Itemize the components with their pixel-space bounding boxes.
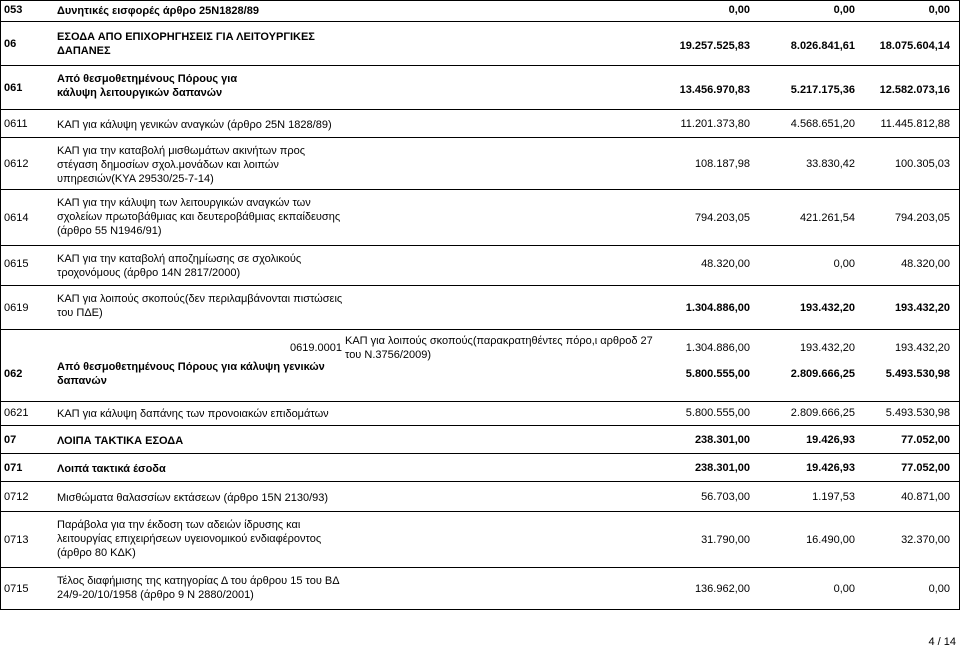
value-2: 4.568.651,20 <box>790 118 855 130</box>
sub-value-2: 193.432,20 <box>799 342 855 354</box>
value-3: 77.052,00 <box>901 434 950 446</box>
table-row <box>0 138 960 190</box>
value-1: 238.301,00 <box>694 434 750 446</box>
row-code: 053 <box>4 4 23 16</box>
value-3: 5.493.530,98 <box>885 407 950 419</box>
table-row <box>0 110 960 138</box>
value-2: 19.426,93 <box>806 462 855 474</box>
table-row <box>0 190 960 246</box>
row-code: 0715 <box>4 583 29 595</box>
value-3: 0,00 <box>928 4 950 16</box>
table-row <box>0 246 960 286</box>
row-desc: ΚΑΠ για κάλυψη δαπάνης των προνοιακών επιδομάτων <box>57 408 329 420</box>
value-3: 5.493.530,98 <box>885 368 950 380</box>
table-row <box>0 454 960 482</box>
table-row <box>0 286 960 330</box>
value-3: 40.871,00 <box>901 491 950 503</box>
value-2: 0,00 <box>833 583 855 595</box>
row-code: 0611 <box>4 118 28 130</box>
value-1: 19.257.525,83 <box>679 40 750 52</box>
row-desc: Από θεσμοθετημένους Πόρους για κάλυψη γενικών δαπανών <box>57 361 325 387</box>
row-desc: Μισθώματα θαλασσίων εκτάσεων (άρθρο 15Ν 2130/93) <box>57 492 329 504</box>
table-row <box>0 22 960 66</box>
table-row <box>0 426 960 454</box>
value-1: 31.790,00 <box>701 534 750 546</box>
value-3: 48.320,00 <box>901 258 950 270</box>
value-1: 238.301,00 <box>694 462 750 474</box>
row-desc: ΚΑΠ για την κάλυψη των λειτουργικών αναγκών των σχολείων πρωτοβάθμιας και δευτεροβάθμιας εκπαίδευσης (άρθρο 55 Ν1946/91) <box>57 197 341 237</box>
value-3: 18.075.604,14 <box>879 40 950 52</box>
row-code: 0614 <box>4 212 29 224</box>
table-row <box>0 512 960 568</box>
sub-desc: ΚΑΠ για λοιπούς σκοπούς(παρακρατηθέντες πόρο,ι αρθροδ 27 του Ν.3756/2009) <box>345 335 653 361</box>
table-row <box>0 482 960 512</box>
value-1: 5.800.555,00 <box>685 407 750 419</box>
value-1: 5.800.555,00 <box>685 368 750 380</box>
value-1: 136.962,00 <box>694 583 750 595</box>
value-2: 0,00 <box>833 258 855 270</box>
table-row <box>0 330 960 402</box>
value-1: 56.703,00 <box>701 491 750 503</box>
value-3: 11.445.812,88 <box>880 118 950 130</box>
row-desc: Λοιπά τακτικά έσοδα <box>57 463 166 475</box>
row-code: 071 <box>4 462 23 474</box>
row-desc: Παράβολα για την έκδοση των αδειών ίδρυσης και λειτουργίας επιχειρήσεων υγειονομικού ενδιαφέροντος (άρθρο 80 ΚΔΚ) <box>57 519 322 559</box>
row-code: 0615 <box>4 258 29 270</box>
table-row <box>0 66 960 110</box>
row-desc: Από θεσμοθετημένους Πόρους για κάλυψη λειτουργικών δαπανών <box>57 73 238 99</box>
row-desc: Δυνητικές εισφορές άρθρο 25Ν1828/89 <box>57 5 259 17</box>
value-2: 19.426,93 <box>806 434 855 446</box>
value-2: 2.809.666,25 <box>790 407 855 419</box>
value-1: 13.456.970,83 <box>679 84 750 96</box>
value-2: 33.830,42 <box>806 158 855 170</box>
value-1: 0,00 <box>728 4 750 16</box>
row-desc: Τέλος διαφήμισης της κατηγορίας Δ του άρθρου 15 του ΒΔ 24/9-20/10/1958 (άρθρο 9 Ν 2880/2001) <box>57 575 339 601</box>
sub-value-3: 193.432,20 <box>894 342 950 354</box>
value-2: 1.197,53 <box>812 491 855 503</box>
value-2: 0,00 <box>833 4 855 16</box>
sub-code: 0619.0001 <box>290 342 342 354</box>
value-2: 193.432,20 <box>799 302 855 314</box>
row-code: 0621 <box>4 407 29 419</box>
row-desc: ΕΣΟΔΑ ΑΠΟ ΕΠΙΧΟΡΗΓΗΣΕΙΣ ΓΙΑ ΛΕΙΤΟΥΡΓΙΚΕΣ ΔΑΠΑΝΕΣ <box>57 31 315 57</box>
value-3: 77.052,00 <box>901 462 950 474</box>
row-code: 062 <box>4 368 23 380</box>
value-3: 12.582.073,16 <box>879 84 950 96</box>
row-desc: ΚΑΠ για την καταβολή μισθωμάτων ακινήτων προς στέγαση δημοσίων σχολ.μονάδων και λοιπών υπηρεσιών(ΚΥΑ 29530/25-7-14) <box>57 145 306 185</box>
value-2: 16.490,00 <box>806 534 855 546</box>
row-desc: ΛΟΙΠΑ ΤΑΚΤΙΚΑ ΕΣΟΔΑ <box>57 435 184 447</box>
row-code: 0612 <box>4 158 29 170</box>
value-1: 11.201.373,80 <box>680 118 750 130</box>
value-2: 421.261,54 <box>799 212 855 224</box>
page-indicator: 4 / 14 <box>928 636 956 648</box>
value-3: 100.305,03 <box>894 158 950 170</box>
value-2: 2.809.666,25 <box>790 368 855 380</box>
value-2: 5.217.175,36 <box>790 84 855 96</box>
value-2: 8.026.841,61 <box>790 40 855 52</box>
row-desc: ΚΑΠ για κάλυψη γενικών αναγκών (άρθρο 25Ν 1828/89) <box>57 119 332 131</box>
value-1: 108.187,98 <box>694 158 750 170</box>
value-3: 32.370,00 <box>901 534 950 546</box>
row-code: 0619 <box>4 302 29 314</box>
row-code: 07 <box>4 434 17 446</box>
row-code: 061 <box>4 82 23 94</box>
value-1: 48.320,00 <box>701 258 750 270</box>
row-code: 06 <box>4 38 17 50</box>
top-border <box>0 0 960 1</box>
value-3: 0,00 <box>928 583 950 595</box>
row-code: 0712 <box>4 491 29 503</box>
value-1: 794.203,05 <box>694 212 750 224</box>
value-1: 1.304.886,00 <box>685 302 750 314</box>
row-desc: ΚΑΠ για την καταβολή αποζημίωσης σε σχολικούς τροχονόμους (άρθρο 14Ν 2817/2000) <box>57 253 302 279</box>
sub-value-1: 1.304.886,00 <box>685 342 750 354</box>
value-3: 193.432,20 <box>894 302 950 314</box>
value-3: 794.203,05 <box>894 212 950 224</box>
table-row <box>0 568 960 610</box>
row-code: 0713 <box>4 534 29 546</box>
row-desc: ΚΑΠ για λοιπούς σκοπούς(δεν περιλαμβάνονται πιστώσεις του ΠΔΕ) <box>57 293 343 319</box>
table-row <box>0 402 960 426</box>
table-row <box>0 0 960 22</box>
